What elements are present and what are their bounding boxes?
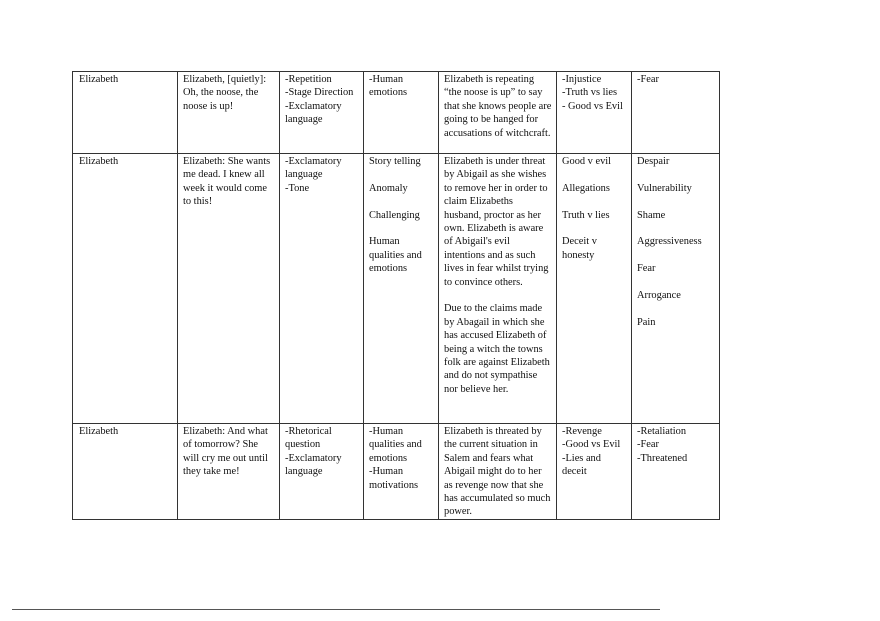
technique-item: -Stage Direction: [285, 87, 354, 99]
analysis-paragraph: Elizabeth is threated by the current situation in Salem and fears what Abigail might do to her as revenge now that she has accumulated so much power.: [444, 426, 551, 518]
theme-item: Human qualities and emotions: [369, 236, 422, 275]
emotions-cell: [632, 424, 720, 520]
technique-item: -Tone: [285, 182, 310, 194]
footer-divider: [12, 609, 660, 610]
issue-item: Allegations: [562, 182, 610, 194]
table-row: [73, 72, 720, 154]
character-cell: Elizabeth: [73, 154, 178, 424]
analysis-table: [72, 71, 720, 520]
emotion-item: Pain: [637, 316, 656, 328]
quote-cell: Elizabeth: She wants me dead. I knew all week it would come to this!: [178, 154, 280, 424]
emotion-item: Aggressiveness: [637, 236, 702, 248]
emotion-item: Vulnerability: [637, 182, 692, 194]
quote-cell: Elizabeth, [quietly]: Oh, the noose, the noose is up!: [178, 72, 280, 154]
emotion-item: Fear: [637, 263, 656, 275]
analysis-cell: [439, 72, 557, 154]
issue-item: Good v evil: [562, 156, 612, 167]
technique-item: -Exclamatory language: [285, 156, 342, 181]
emotion-item: -Fear: [637, 439, 659, 451]
technique-item: -Exclamatory language: [285, 452, 342, 478]
issues-cell: [557, 72, 632, 154]
table-row: [73, 154, 720, 424]
technique-item: -Repetition: [285, 74, 332, 85]
techniques-cell: [280, 72, 364, 154]
quote-cell: Elizabeth: And what of tomorrow? She will cry me out until they take me!: [178, 424, 280, 520]
emotion-item: -Threatened: [637, 452, 688, 464]
emotion-item: Arrogance: [637, 289, 681, 301]
theme-item: -Human qualities and emotions: [369, 426, 422, 464]
themes-cell: [364, 154, 439, 424]
issue-item: Deceit v honesty: [562, 236, 597, 261]
emotions-cell: [632, 154, 720, 424]
themes-cell: [364, 424, 439, 520]
issue-item: -Truth vs lies: [562, 87, 618, 99]
analysis-cell: [439, 154, 557, 424]
issue-item: Truth v lies: [562, 209, 610, 221]
issue-item: -Injustice: [562, 74, 602, 85]
issues-cell: [557, 154, 632, 424]
technique-item: -Exclamatory language: [285, 100, 342, 126]
analysis-paragraph: Due to the claims made by Abagail in which she has accused Elizabeth of being a witch the towns folk are against Elizabeth and do not sympathise nor believe her.: [444, 303, 550, 395]
themes-cell: [364, 72, 439, 154]
theme-item: Story telling: [369, 156, 421, 167]
emotion-item: -Fear: [637, 74, 659, 85]
issue-item: - Good vs Evil: [562, 100, 623, 112]
emotion-item: -Retaliation: [637, 426, 687, 437]
theme-item: Challenging: [369, 209, 420, 221]
analysis-paragraph: Elizabeth is repeating “the noose is up” to say that she knows people are going to be hanged for accusations of witchcraft.: [444, 74, 552, 139]
theme-item: -Human emotions: [369, 74, 408, 99]
analysis-cell: [439, 424, 557, 520]
character-cell: Elizabeth: [73, 424, 178, 520]
issue-item: -Good vs Evil: [562, 439, 621, 451]
techniques-cell: [280, 154, 364, 424]
emotion-item: Despair: [637, 156, 670, 167]
theme-item: -Human motivations: [369, 466, 419, 491]
analysis-paragraph: Elizabeth is under threat by Abigail as she wishes to remove her in order to claim Elizabeths husband, proctor as her own. Elizabeth is aware of Abigail's evil intentions and as such lives in fear whilst trying to convince others.: [444, 156, 549, 288]
issue-item: -Lies and deceit: [562, 452, 601, 478]
issue-item: -Revenge: [562, 426, 602, 437]
table-row: [73, 424, 720, 520]
technique-item: -Rhetorical question: [285, 426, 332, 451]
emotions-cell: [632, 72, 720, 154]
techniques-cell: [280, 424, 364, 520]
character-cell: Elizabeth: [73, 72, 178, 154]
emotion-item: Shame: [637, 209, 666, 221]
issues-cell: [557, 424, 632, 520]
theme-item: Anomaly: [369, 182, 408, 194]
